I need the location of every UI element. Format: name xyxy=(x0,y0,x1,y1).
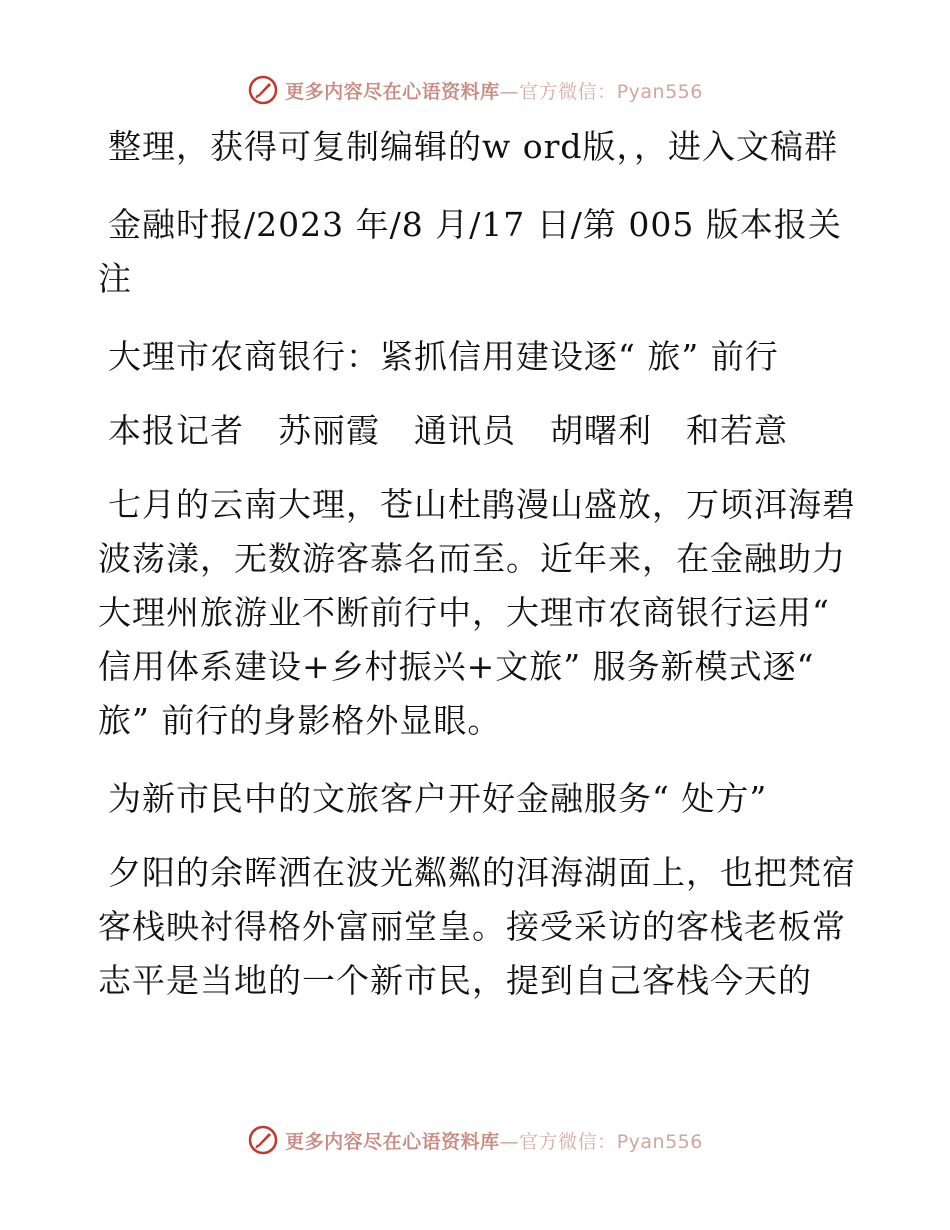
document-body xyxy=(98,120,858,1032)
watermark-main: 更多内容尽在心语资料库 xyxy=(285,1130,500,1153)
header-watermark xyxy=(0,70,950,110)
article-title: 大理市农商银行：紧抓信用建设逐“ 旅” 前行 xyxy=(108,337,779,376)
watermark-main: 更多内容尽在心语资料库 xyxy=(285,80,500,103)
watermark-official: 官方微信： xyxy=(519,80,617,103)
watermark-wechat-id: Pyan556 xyxy=(616,1130,703,1153)
paragraph-intro: 整理，获得可复制编辑的w ord版，，进入文稿群 xyxy=(108,127,839,166)
footer-watermark xyxy=(0,1120,950,1160)
paragraph-lead: 七月的云南大理，苍山杜鹃漫山盛放，万顷洱海碧波荡漾，无数游客慕名而至。近年来，在金融助力大理州旅游业不断前行中，大理市农商银行运用“ 信用体系建设+乡村振兴+文旅” 服务新模式逐“ 旅” 前行的身影格外显眼。 xyxy=(98,485,856,740)
section-heading: 为新市民中的文旅客户开好金融服务“ 处方” xyxy=(108,779,768,818)
watermark-separator: — xyxy=(499,80,520,103)
watermark-text xyxy=(285,1127,703,1154)
quill-seal-logo-icon xyxy=(247,74,279,106)
article-byline: 本报记者 苏丽霞 通讯员 胡曙利 和若意 xyxy=(108,411,788,450)
watermark-separator: — xyxy=(499,1130,520,1153)
quill-seal-logo-icon xyxy=(247,1124,279,1156)
paragraph-source: 金融时报/2023 年/8 月/17 日/第 005 版本报关注 xyxy=(98,205,842,298)
watermark-text xyxy=(285,77,703,104)
watermark-wechat-id: Pyan556 xyxy=(616,80,703,103)
paragraph-body: 夕阳的余晖洒在波光粼粼的洱海湖面上，也把梵宿客栈映衬得格外富丽堂皇。接受采访的客栈老板常志平是当地的一个新市民，提到自己客栈今天的 xyxy=(98,853,856,1000)
watermark-official: 官方微信： xyxy=(519,1130,617,1153)
